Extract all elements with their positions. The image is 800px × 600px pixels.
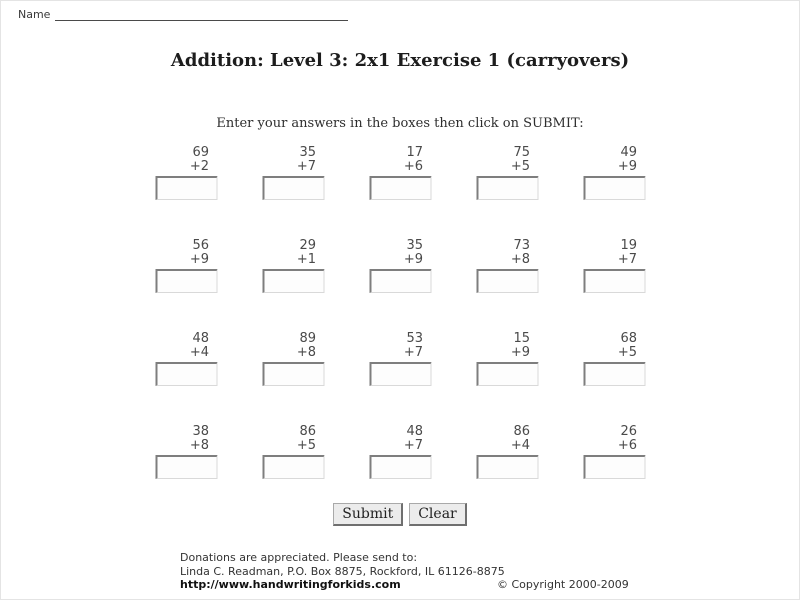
instruction-text: Enter your answers in the boxes then click on SUBMIT:	[216, 116, 584, 131]
bottom-addend: +9	[617, 159, 637, 174]
top-addend: 89	[299, 331, 316, 346]
answer-input[interactable]	[369, 176, 431, 200]
bottom-addend: +7	[617, 252, 637, 267]
addition-problem	[240, 425, 347, 479]
top-addend: 19	[620, 238, 637, 253]
addition-problem	[133, 425, 240, 479]
footer	[180, 551, 505, 592]
footer-line1: Donations are appreciated. Please send to:	[180, 551, 418, 564]
bottom-addend: +9	[510, 345, 530, 360]
answer-input[interactable]	[155, 455, 217, 479]
bottom-addend: +7	[296, 159, 316, 174]
answer-input[interactable]	[476, 455, 538, 479]
addition-problem	[454, 332, 561, 386]
footer-line2: Linda C. Readman, P.O. Box 8875, Rockford, IL 61126-8875	[180, 564, 505, 578]
copyright-text: © Copyright 2000-2009	[497, 578, 629, 591]
top-addend: 75	[513, 145, 530, 160]
addition-problem	[133, 239, 240, 293]
top-addend: 86	[299, 424, 316, 439]
top-addend: 73	[513, 238, 530, 253]
addition-problem	[133, 332, 240, 386]
answer-input[interactable]	[476, 269, 538, 293]
answer-input[interactable]	[369, 362, 431, 386]
addition-problem	[561, 146, 668, 200]
answer-input[interactable]	[583, 362, 645, 386]
addition-problem	[347, 146, 454, 200]
answer-input[interactable]	[262, 455, 324, 479]
addition-problem	[347, 239, 454, 293]
footer-url: http://www.handwritingforkids.com	[180, 578, 401, 591]
top-addend: 48	[192, 331, 209, 346]
answer-input[interactable]	[262, 269, 324, 293]
bottom-addend: +8	[296, 345, 316, 360]
top-addend: 35	[299, 145, 316, 160]
answer-input[interactable]	[155, 176, 217, 200]
addition-problem	[454, 239, 561, 293]
top-addend: 56	[192, 238, 209, 253]
bottom-addend: +5	[510, 159, 530, 174]
top-addend: 15	[513, 331, 530, 346]
bottom-addend: +1	[296, 252, 316, 267]
bottom-addend: +4	[189, 345, 209, 360]
addition-problem	[347, 425, 454, 479]
top-addend: 49	[620, 145, 637, 160]
top-addend: 53	[406, 331, 423, 346]
bottom-addend: +8	[510, 252, 530, 267]
answer-input[interactable]	[262, 176, 324, 200]
top-addend: 68	[620, 331, 637, 346]
answer-input[interactable]	[262, 362, 324, 386]
bottom-addend: +9	[189, 252, 209, 267]
addition-problem	[561, 332, 668, 386]
clear-button[interactable]: Clear	[409, 503, 467, 526]
answer-input[interactable]	[583, 176, 645, 200]
page-title: Addition: Level 3: 2x1 Exercise 1 (carryovers)	[170, 50, 630, 71]
answer-input[interactable]	[369, 455, 431, 479]
addition-problem	[454, 425, 561, 479]
addition-problem	[561, 239, 668, 293]
addition-problem	[240, 146, 347, 200]
answer-input[interactable]	[583, 455, 645, 479]
name-label: Name	[18, 8, 51, 21]
bottom-addend: +5	[617, 345, 637, 360]
button-row	[0, 503, 800, 526]
top-addend: 29	[299, 238, 316, 253]
addition-problem	[347, 332, 454, 386]
addition-problem	[561, 425, 668, 479]
name-underline	[55, 8, 348, 21]
addition-problem	[240, 332, 347, 386]
submit-button[interactable]: Submit	[333, 503, 403, 526]
top-addend: 26	[620, 424, 637, 439]
problems-grid	[133, 146, 668, 479]
answer-input[interactable]	[476, 176, 538, 200]
answer-input[interactable]	[369, 269, 431, 293]
bottom-addend: +6	[403, 159, 423, 174]
top-addend: 17	[406, 145, 423, 160]
top-addend: 38	[192, 424, 209, 439]
bottom-addend: +4	[510, 438, 530, 453]
bottom-addend: +9	[403, 252, 423, 267]
bottom-addend: +7	[403, 345, 423, 360]
bottom-addend: +7	[403, 438, 423, 453]
bottom-addend: +6	[617, 438, 637, 453]
answer-input[interactable]	[155, 269, 217, 293]
addition-problem	[240, 239, 347, 293]
bottom-addend: +8	[189, 438, 209, 453]
bottom-addend: +2	[189, 159, 209, 174]
answer-input[interactable]	[583, 269, 645, 293]
top-addend: 86	[513, 424, 530, 439]
addition-problem	[133, 146, 240, 200]
addition-problem	[454, 146, 561, 200]
top-addend: 35	[406, 238, 423, 253]
answer-input[interactable]	[155, 362, 217, 386]
bottom-addend: +5	[296, 438, 316, 453]
top-addend: 69	[192, 145, 209, 160]
answer-input[interactable]	[476, 362, 538, 386]
name-row	[18, 8, 348, 21]
top-addend: 48	[406, 424, 423, 439]
